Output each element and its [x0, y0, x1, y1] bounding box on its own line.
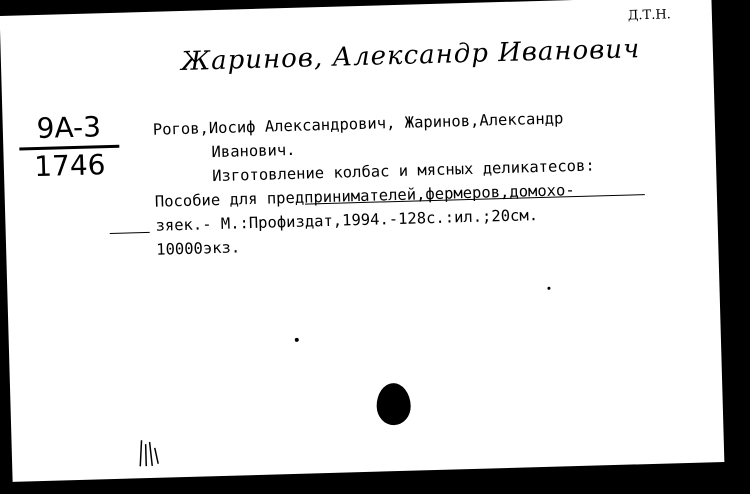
ink-speck: [547, 287, 550, 290]
record-line-subtitle: Пособие для предпринимателей,фермеров,домохо-: [154, 181, 575, 211]
shelfmark-top: 9A-3: [18, 111, 119, 151]
shelfmark: [18, 111, 120, 185]
handwritten-author: Жаринов, Александр Иванович: [180, 34, 641, 77]
record-line-imprint: зяек.- М.:Профиздат,1994.-128с.:ил.;20см.: [155, 206, 539, 235]
corner-annotation: Д.Т.Н.: [627, 7, 672, 24]
margin-dash: [110, 232, 150, 234]
record-line-author-cont: Иванович.: [211, 140, 296, 162]
record-line-edition: 10000экз.: [155, 238, 241, 259]
ink-blot: [376, 383, 411, 426]
bibliographic-record: [153, 102, 717, 262]
ink-speck: [295, 338, 299, 342]
record-line-authors: Рогов,Иосиф Александрович, Жаринов,Александр: [152, 109, 564, 139]
shelfmark-bottom: 1746: [33, 148, 106, 184]
record-line-title: Изготовление колбас и мясных деликатесов:: [211, 156, 595, 186]
scan-smudge-mark: [135, 436, 162, 469]
